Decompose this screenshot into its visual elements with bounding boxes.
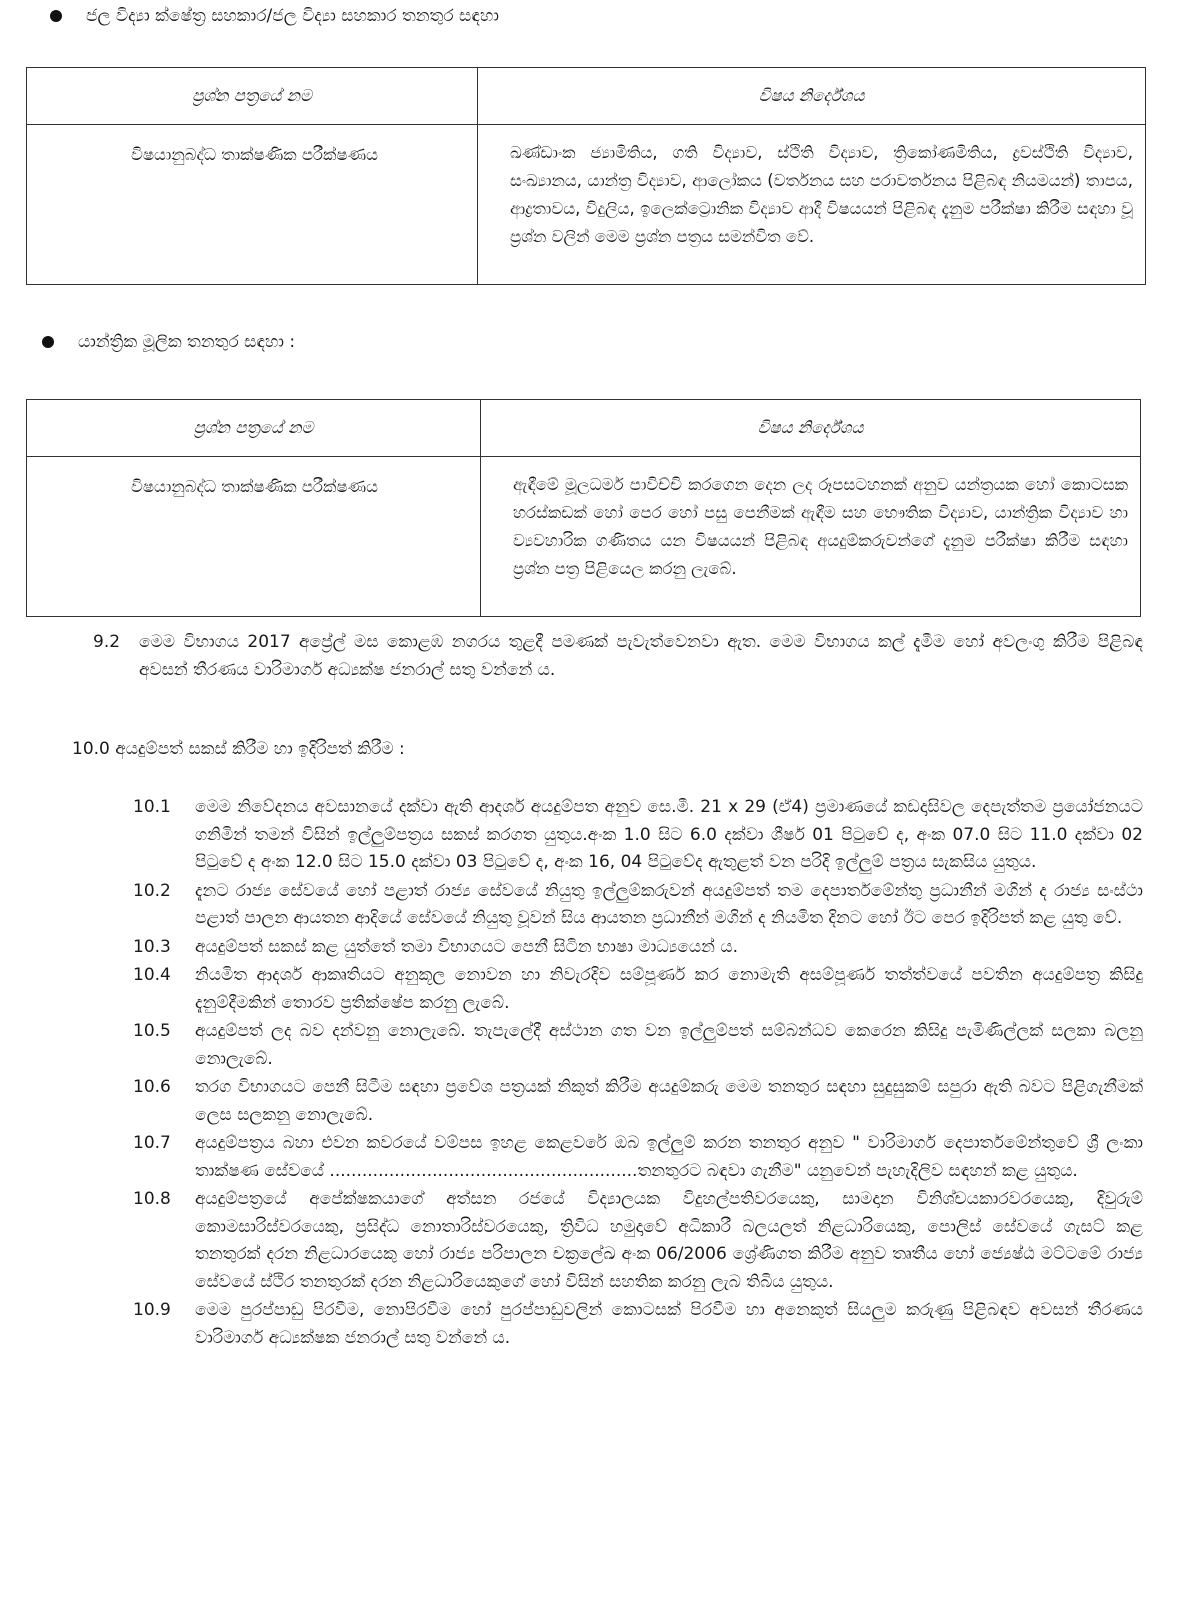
list-item: [133, 1297, 1143, 1352]
bullet-heading-hydrology: [50, 6, 499, 26]
bullet-heading-text: යාන්ත්‍රික මූලික තනතුර සඳහා :: [78, 332, 296, 352]
item-number: 10.1: [133, 797, 171, 817]
header-syllabus: විෂය නිර්දේශය: [481, 400, 1141, 457]
item-number: 10.5: [133, 1021, 171, 1041]
paragraph-text: මෙම විභාගය 2017 අප්‍රේල් මස කොළඹ නගරය තුළදී පමණක් පැවැත්වෙනවා ඇත. මෙම විභාගය කල් දැමීම හෝ අවලංගු කිරීම පිළිබඳ අවසන් තීරණය වාරිමාර්ග අධ්‍යක්ෂ ජනරාල් සතු වන්නේ ය.: [139, 632, 1143, 680]
section-10-items: [133, 794, 1143, 1353]
bullet-heading-mechanical: [42, 332, 295, 352]
bullet-icon: [50, 10, 62, 22]
item-text: නියමිත ආදර්ශ ආකෘතියට අනුකූල නොවන හා නිවැරදිව සම්පූර්ණ කර නොමැති අසම්පූර්ණ තත්ත්වයේ පවතින අයදුම්පත්‍ර කිසිදු දැනුම්දීමකින් තොරව ප්‍රතික්ෂේප කරනු ලැබේ.: [195, 965, 1143, 1013]
list-item: [133, 878, 1143, 933]
item-text: මෙම පුරප්පාඩු පිරවීම, නොපිරවීම හෝ පුරප්පාඩුවලින් කොටසක් පිරවීම හා අනෙකුත් සියලුම කරුණු පිළිබඳව අවසන් තීරණය වාරිමාර්ග අධ්‍යක්ෂක ජනරාල් සතු වන්නේ ය.: [195, 1300, 1143, 1348]
item-text: දැනට රාජ්‍ය සේවයේ හෝ පළාත් රාජ්‍ය සේවයේ නියුතු ඉල්ලුම්කරුවන් අයදුම්පත් තම දෙපාර්තමේන්තු ප්‍රධානීන් මගින් ද රාජ්‍ය සංස්ථා පළාත් පාලන ආයතන ආදියේ සේවයේ නියුතු වූවන් සිය ආයතන ප්‍රධානීන් මගින් ද නියමිත දිනට හෝ ඊට පෙර ඉදිරිපත් කළ යුතු වේ.: [195, 880, 1143, 928]
item-text: මෙම නිවේදනය අවසානයේ දක්වා ඇති ආදර්ශ අයදුම්පත අනුව සෙ.මී. 21 x 29 (ඒ4) ප්‍රමාණයේ කඩදාසිවල දෙපැත්තම ප්‍රයෝජනයට ගනිමින් තමන් විසින් ඉල්ලුම්පත්‍රය සකස් කරගත යුතුය.අංක 1.0 සිට 6.0 දක්වා ශීර්ෂ 01 පිටුවේ ද, අංක 07.0 සිට 11.0 දක්වා 02 පිටුවේ ද අංක 12.0 සිට 15.0 දක්වා 03 පිටුවේ ද, අංක 16, 04 පිටුවේද ඇතුළත් වන පරිදි ඉල්ලුම් පත්‍රය සැකසිය යුතුය.: [195, 797, 1143, 872]
table-row: [27, 457, 1141, 617]
list-item: [133, 1130, 1143, 1185]
syllabus-table-mechanical: [26, 399, 1141, 617]
paragraph-9-2: [93, 628, 1143, 684]
syllabus-cell: ඇඳීමේ මූලධර්ම පාවිච්චි කරගෙන දෙන ලද රූපසටහනක් අනුව යන්ත්‍රයක හෝ කොටසක හරස්කඩක් හෝ පෙර හෝ පසු පෙනීමක් ඇඳීම සහ භෞතික විද්‍යාව, යාන්ත්‍රික විද්‍යාව හා ව්‍යවහාරික ගණිතය යන විෂයයන් පිළිබඳ අයදුම්කරුවන්ගේ දැනුම පරීක්ෂා කිරීම සඳහා ප්‍රශ්න පත්‍ර පිළියෙල කරනු ලැබේ.: [481, 457, 1141, 617]
item-text: අයදුම්පත්‍රය බහා එවන කවරයේ වම්පස ඉහළ කෙළවරේ ඔබ ඉල්ලුම් කරන තනතුර අනුව " වාරිමාර්ග දෙපාර්තමේන්තුවේ ශ්‍රී ලංකා තාක්ෂණ සේවයේ .........................................................තනතුරට බඳවා ගැනීම" යනුවෙන් පැහැදිලිව සඳහන් කළ යුතුය.: [195, 1133, 1143, 1181]
header-syllabus: විෂය නිර්දේශය: [478, 68, 1146, 125]
list-item: [133, 1074, 1143, 1129]
list-item: [133, 934, 1143, 962]
section-heading-10: 10.0 අයදුම්පත් සකස් කිරීම හා ඉදිරිපත් කිරීම :: [72, 739, 405, 759]
item-text: අයදුම්පත් ලද බව දන්වනු නොලැබේ. තැපැලේදී අස්ථාන ගත වන ඉල්ලුම්පත් සම්බන්ධව කෙරෙන කිසිදු පැමිණිල්ලක් සලකා බලනු නොලැබේ.: [195, 1021, 1143, 1069]
item-number: 10.2: [133, 880, 171, 901]
item-text: තරග විභාගයට පෙනී සිටීම සඳහා ප්‍රවේශ පත්‍රයක් නිකුත් කිරීම අයදුම්කරු මෙම තනතුර සඳහා සුදුසුකම් සපුරා ඇති බවට පිළිගැනීමක් ලෙස සලකනු නොලැබේ.: [195, 1077, 1143, 1125]
item-number: 10.7: [133, 1133, 171, 1153]
item-number: 10.9: [133, 1300, 171, 1320]
table-header-row: [27, 68, 1146, 125]
item-number: 10.8: [133, 1189, 171, 1209]
bullet-heading-text: ජල විද්‍යා ක්ෂේත්‍ර සහකාර/ජල විද්‍යා සහකාර තනතුර සඳහා: [86, 6, 499, 26]
list-item: [133, 794, 1143, 877]
paper-name-cell: විෂයානුබද්ධ තාක්ෂණික පරීක්ෂණය: [27, 125, 478, 285]
syllabus-table-hydrology: [26, 67, 1146, 285]
item-text: අයදුම්පත් සකස් කළ යුත්තේ තමා විභාගයට පෙනී සිටින භාෂා මාධ්‍යයෙන් ය.: [195, 936, 738, 957]
paper-name-cell: විෂයානුබද්ධ තාක්ෂණික පරීක්ෂණය: [27, 457, 481, 617]
header-paper-name: ප්‍රශ්න පත්‍රයේ නම: [27, 68, 478, 125]
syllabus-cell: ඛණ්ඩාංක ජ්‍යාමිතිය, ගති විද්‍යාව, ස්ථිති විද්‍යාව, ත්‍රිකෝණමිතිය, ද්‍රවස්ථිති විද්‍යාව, සංඛ්‍යානය, යාන්ත්‍ර විද්‍යාව, ආලෝකය (වර්තනය සහ පරාවර්තනය පිළිබඳ නියමයන්) තාපය, ආද්‍රතාවය, විදුලිය, ඉලෙක්ට්‍රොනික විද්‍යාව ආදී විෂයයන් පිළිබඳ දැනුම පරීක්ෂා කිරීම සඳහා වූ ප්‍රශ්න වලින් මෙම ප්‍රශ්න පත්‍රය සමන්විත වේ.: [478, 125, 1146, 285]
bullet-icon: [42, 336, 54, 348]
list-item: [133, 962, 1143, 1017]
item-number: 10.6: [133, 1077, 171, 1097]
list-item: [133, 1186, 1143, 1296]
list-item: [133, 1018, 1143, 1073]
item-number: 10.3: [133, 936, 171, 957]
paragraph-number: 9.2: [93, 632, 121, 652]
header-paper-name: ප්‍රශ්න පත්‍රයේ නම: [27, 400, 481, 457]
item-text: අයදුම්පත්‍රයේ අපේක්ෂකයාගේ අත්සන රජයේ විද්‍යාලයක විදුහල්පතිවරයෙකු, සාමදාන විනිශ්චයකාරවරයෙකු, දිවුරුම් කොමසාරිස්වරයෙකු, ප්‍රසිද්ධ නොතාරිස්වරයෙකු, ත්‍රිවිධ හමුදාවේ අධිකාරී බලයලත් නිළධාරියෙකු, පොලිස් සේවයේ ගැසට් කළ තනතුරක් දරන නිළධාරයෙකු හෝ රාජ්‍ය පරිපාලන චක්‍රලේඛ අංක 06/2006 ශ්‍රේණිගත කිරීම අනුව තෘතීය හෝ ජ්‍යෙෂ්ඨ මට්ටමේ රාජ්‍ය සේවයේ ස්ථිර තනතුරක් දරන නිළධාරියෙකුගේ හෝ විසින් සහතික කරනු ලැබ තිබිය යුතුය.: [195, 1189, 1143, 1292]
table-row: [27, 125, 1146, 285]
item-number: 10.4: [133, 965, 171, 985]
table-header-row: [27, 400, 1141, 457]
